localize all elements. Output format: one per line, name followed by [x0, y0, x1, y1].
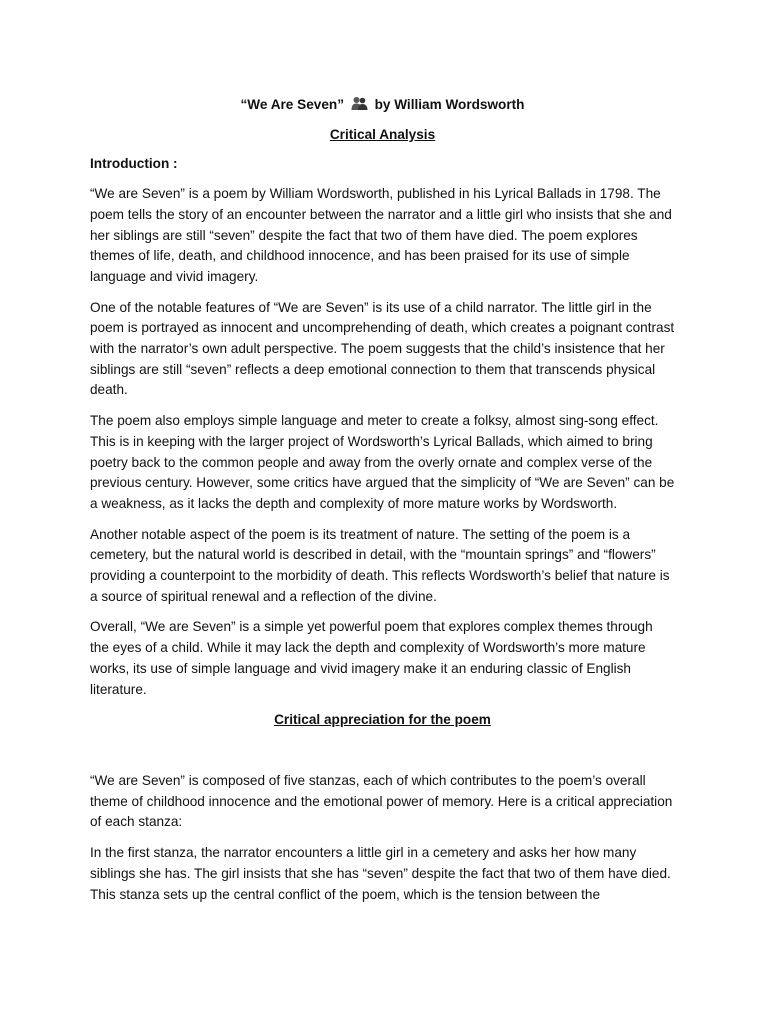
- document-title: [90, 95, 675, 116]
- title-text-pre: “We Are Seven”: [240, 97, 344, 112]
- introduction-heading: Introduction :: [90, 156, 178, 172]
- paragraph-first-stanza: In the first stanza, the narrator encounters a little girl in a cemetery and asks her how many siblings she has. The girl insists that she has “seven” despite the fact that two of them have died. This stanza sets up the central conflict of the poem, which is the tension between the: [90, 845, 671, 902]
- spacer: [90, 740, 675, 771]
- paragraph-stanzas-overview: “We are Seven” is composed of five stanzas, each of which contributes to the poem’s overall theme of childhood innocence and the emotional power of memory. Here is a critical appreciation of each stanza:: [90, 772, 673, 830]
- paragraph-nature: Another notable aspect of the poem is its treatment of nature. The setting of the poem is a cemetery, but the natural world is described in detail, with the “mountain springs” and “flowers” providing a counterpoint to the morbidity of death. This reflects Wordsworth’s belief that nature is a source of spiritual renewal and a reflection of the divine.: [90, 526, 670, 604]
- paragraph-intro: “We are Seven” is a poem by William Wordsworth, published in his Lyrical Ballads in 1798. The poem tells the story of an encounter between the narrator and a little girl who insists that she and her siblings are still “seven” despite the fact that two of them have died. The poem explores themes of life, death, and childhood innocence, and has been praised for its use of simple language and vivid imagery.: [90, 186, 672, 284]
- document-page: [90, 95, 675, 915]
- paragraph-language-meter: The poem also employs simple language and meter to create a folksy, almost sing-song effect. This is in keeping with the larger project of Wordsworth’s Lyrical Ballads, which aimed to bring poetry back to the common people and away from the overly ornate and complex verse of the previous century. However, some critics have argued that the simplicity of “We are Seven” can be a weakness, as it lacks the depth and complexity of more mature works by Wordsworth.: [90, 413, 675, 511]
- subtitle-critical-analysis: Critical Analysis: [329, 126, 436, 142]
- title-text-post: by William Wordsworth: [374, 97, 525, 112]
- two-people-icon: [351, 96, 368, 111]
- paragraph-child-narrator: One of the notable features of “We are Seven” is its use of a child narrator. The little girl in the poem is portrayed as innocent and uncomprehending of death, which creates a poignant contrast with the narrator’s own adult perspective. The poem suggests that the child’s insistence that her siblings are still “seven” reflects a deep emotional connection to them that transcends physical death.: [90, 299, 675, 398]
- paragraph-overall: Overall, “We are Seven” is a simple yet powerful poem that explores complex themes through the eyes of a child. While it may lack the depth and complexity of Wordsworth’s more mature works, its use of simple language and vivid imagery make it an enduring classic of English literature.: [90, 619, 653, 697]
- appreciation-heading: Critical appreciation for the poem: [274, 712, 491, 728]
